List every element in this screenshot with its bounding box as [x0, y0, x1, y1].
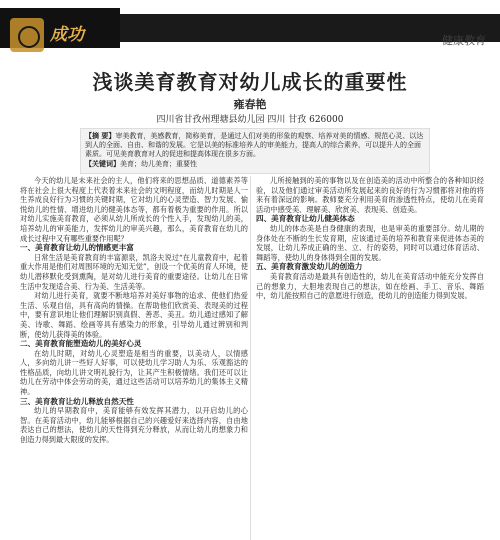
paragraph: 今天的幼儿是未来社会的主人，他们将来的思想品质、道德素养等将在社会上很大程度上代表着未来社会的文明程度，而幼儿时期是人一生养成良好行为习惯的关键时期，它对幼儿的心灵塑造、智力发展、愉悦幼儿的性情、增进幼儿的健美体态等，都有着极为重要的作用。所以对幼儿实施美育教育，必须从幼儿所成长的个性入手，发现幼儿的美，培养幼儿的审美能力，发挥幼儿的审美兴趣，那么，美育教育在幼儿的成长过程中又有哪些重要作用呢？	[20, 176, 248, 243]
section-heading: 四、美育教育让幼儿健美体态	[256, 214, 355, 224]
article-author: 雍春艳	[233, 98, 267, 111]
article-affiliation: 四川省甘孜州理塘县幼儿园 四川 甘孜 626000	[156, 115, 344, 125]
magazine-logo-icon	[10, 18, 44, 52]
header-logo-block	[0, 8, 120, 48]
section-label: 健康教育	[442, 34, 486, 47]
paragraph: 日常生活是美育教育的丰富源泉，凯洛夫说过“在儿童教育中，起着重大作用是他们对周围环境的无知无觉”，创设一个优美的育人环境，使幼儿潜移默化受到熏陶，是对幼儿进行美育的重要途径。让幼儿在日常生活中发现适合美、行为美、生活美等。	[20, 252, 248, 291]
left-column	[20, 176, 248, 445]
paragraph: 对幼儿进行美育，就要不断地培养对美好事物的追求、使他们热爱生活、乐观自信，具有高尚的情操。在帮助他们欣赏美、表现美的过程中，要有意识地让他们理解识别真假、善恶、美丑。幼儿通过感知了解美、诗歌、舞蹈、绘画等具有感染力的形象，引导幼儿通过辨别和判断，使幼儿获得美的体验。	[20, 291, 248, 339]
keywords-text: 美育；幼儿美育；重要性	[120, 160, 197, 168]
paragraph: 美育教育活动是最具有创造性的，幼儿在美育活动中能充分发挥自己的想象力，大胆地表现自己的想法，如在绘画、手工、音乐、舞蹈中，幼儿能按照自己的意愿进行创造，使幼儿的创造能力得到发展。	[256, 271, 484, 301]
paragraph: 幼儿的体态美是自身健康的表现，也是审美的重要部分。幼儿期的身体处在不断的生长发育期，应该通过美的培养和教育来促进体态美的发展，让幼儿养成正确的坐、立、行的姿势，同时可以通过体育活动、舞蹈等，使幼儿的身体得到全面的发展。	[256, 223, 484, 262]
paragraph: 儿所接触到的美的事物以及在创造美的活动中所整合的各种知识经验，以及他们通过审美活动所发展起来的良好的行为习惯都将对他的将来有着深远的影响。教师要充分利用美育的渗透性特点，使幼儿在美育活动中感受美、理解美、欣赏美、表现美、创造美。	[256, 176, 484, 214]
column-divider	[250, 176, 251, 540]
magazine-logo-text: 成功	[50, 25, 84, 45]
keywords-label: 【关键词】	[85, 159, 120, 168]
abstract-label: 【摘 要】	[85, 131, 116, 140]
section-heading: 五、美育教育激发幼儿的创造力	[256, 262, 363, 272]
section-heading: 一、美育教育让幼儿的情感更丰富	[20, 243, 134, 253]
paragraph: 在幼儿时期，对幼儿心灵塑造是相当的重要，以美动人，以情感人，多向幼儿讲一些好人好事，可以使幼儿学习助人为乐、乐观豁达的性格品质，向幼儿讲文明礼貌行为，让其产生积极情绪。我们还可以让幼儿在劳动中体会劳动的美，通过这些活动可以培养幼儿的集体主义精神。	[20, 348, 248, 397]
paragraph: 幼儿的早期教育中，美育能够有效发挥其潜力，以开启幼儿的心智。在美育活动中，幼儿能够根据自己的兴趣爱好来选择内容，自由地表达自己的想法，使幼儿的天性得到充分释放，从而让幼儿的想象力和创造力得到最大限度的发挥。	[20, 406, 248, 445]
article-title: 浅谈美育教育对幼儿成长的重要性	[92, 70, 408, 94]
page-header	[0, 0, 500, 62]
abstract-box	[80, 128, 430, 174]
abstract-text: 审美教育，美感教育，简称美育，是通过人们对美的形象的观察、培养对美的情感、规范心灵、以达到人的全面、自由、和谐的发展。它是以美的标准培养人的审美能力，提高人的综合素养，可以提升人的全面素质。可见美育教育对人的促进和提高体现在很多方面。	[85, 132, 424, 158]
section-heading: 三、美育教育让幼儿释放自然天性	[20, 396, 134, 406]
section-heading: 二、美育教育能塑造幼儿的美好心灵	[20, 339, 142, 349]
right-column	[256, 176, 484, 301]
